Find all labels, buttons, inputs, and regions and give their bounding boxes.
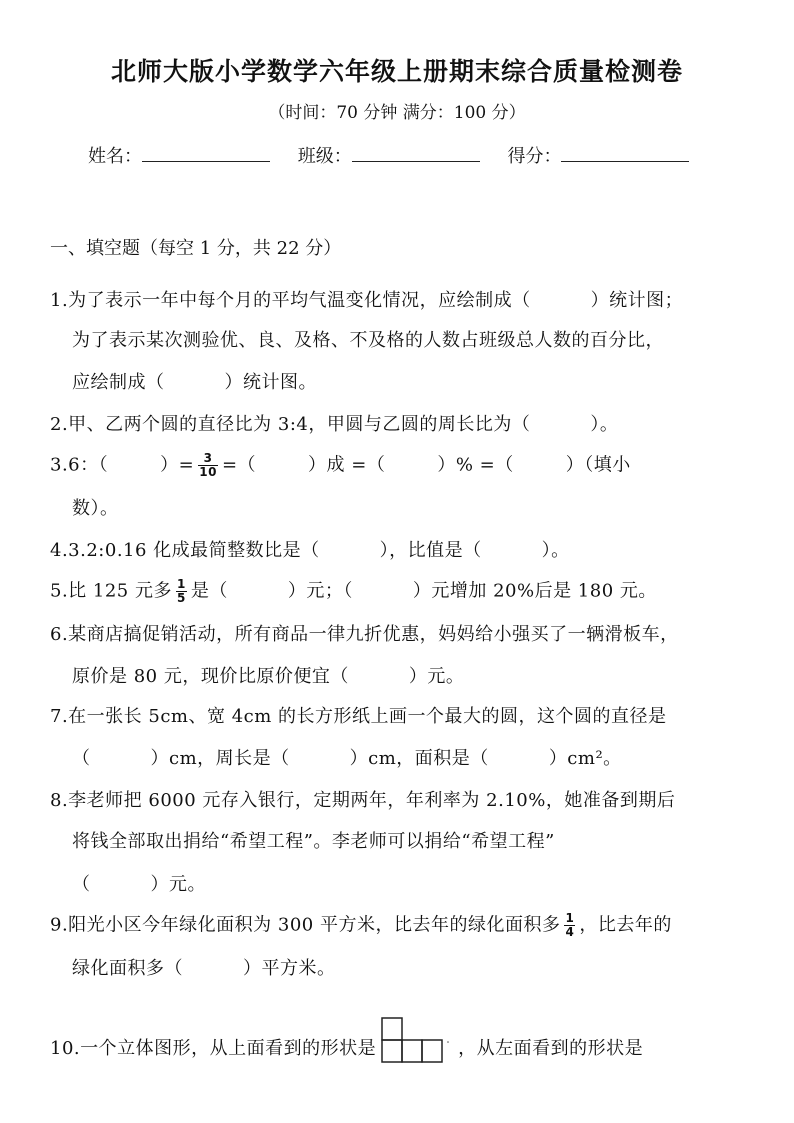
question-8-line-3 xyxy=(50,872,772,898)
fraction-1-5 xyxy=(176,578,187,605)
fraction-denominator: 5 xyxy=(176,591,186,605)
exam-time-score: （时间：70 分钟 满分：100 分） xyxy=(268,103,526,123)
text: ）元。 xyxy=(408,666,465,687)
fraction-3-10 xyxy=(198,452,218,479)
fraction-numerator: 3 xyxy=(198,452,218,466)
fraction-numerator: 1 xyxy=(565,911,575,925)
question-1-line-3 xyxy=(50,370,772,396)
question-4 xyxy=(50,538,750,564)
top-square xyxy=(382,1018,402,1040)
bottom-square-2 xyxy=(402,1040,422,1062)
section-fill-in-title: 一、填空题（每空 1 分，共 22 分） xyxy=(50,238,342,259)
text: （ xyxy=(72,748,91,769)
question-1-line-2: 为了表示某次测验优、良、及格、不及格的人数占班级总人数的百分比， xyxy=(72,330,664,351)
question-9-line-1 xyxy=(50,912,750,939)
question-7-line-2 xyxy=(50,746,772,772)
class-field[interactable] xyxy=(298,142,480,168)
text: ）成 =（ xyxy=(308,454,386,476)
question-3-line-2: 数）。 xyxy=(72,498,119,519)
text: ）统计图； xyxy=(590,290,684,311)
top-view-figure xyxy=(380,1016,454,1066)
fraction-1-4 xyxy=(564,912,575,939)
question-8-line-1: 8.李老师把 6000 元存入银行，定期两年，年利率为 2.10%，她准备到期后 xyxy=(50,790,676,811)
question-6-line-1: 6.某商店搞促销活动，所有商品一律九折优惠，妈妈给小强买了一辆滑板车， xyxy=(50,624,679,645)
student-info-row xyxy=(88,142,728,168)
question-2 xyxy=(50,412,750,438)
text: ）cm，面积是（ xyxy=(349,748,489,769)
question-6-line-2 xyxy=(50,664,772,690)
text: ）% =（ xyxy=(437,454,514,476)
text: ，从左面看到的形状是 xyxy=(458,1038,644,1059)
text: ，比去年的 xyxy=(579,914,672,936)
text: ）= xyxy=(160,454,195,476)
text: 是（ xyxy=(190,580,228,602)
text: =（ xyxy=(221,454,257,476)
question-10 xyxy=(50,1024,750,1074)
text: ）元；（ xyxy=(287,580,353,602)
bottom-square-3 xyxy=(422,1040,442,1062)
question-9-line-2 xyxy=(50,956,772,982)
class-blank[interactable] xyxy=(352,147,480,162)
text: 原价是 80 元，现价比原价便宜（ xyxy=(72,666,349,687)
text: 10.一个立体图形，从上面看到的形状是 xyxy=(50,1038,377,1059)
text: ）cm，周长是（ xyxy=(150,748,290,769)
top-view-shape-diagram xyxy=(380,1016,454,1066)
text: ）元。 xyxy=(150,874,206,895)
text: 1.为了表示一年中每个月的平均气温变化情况，应绘制成（ xyxy=(50,290,531,311)
text: 2.甲、乙两个圆的直径比为 3:4，甲圆与乙圆的周长比为（ xyxy=(50,414,531,435)
name-blank[interactable] xyxy=(142,147,270,162)
text: ）。 xyxy=(541,540,570,561)
question-1-line-1 xyxy=(50,288,750,314)
score-label: 得分： xyxy=(507,146,562,167)
name-label: 姓名： xyxy=(88,146,142,167)
fraction-denominator: 10 xyxy=(199,465,217,479)
text: （ xyxy=(72,874,91,895)
text: 应绘制成（ xyxy=(72,372,165,393)
text: ）。 xyxy=(590,414,619,435)
bottom-square-1 xyxy=(382,1040,402,1062)
text: 5.比 125 元多 xyxy=(50,580,172,602)
text: 4.3.2:0.16 化成最简整数比是（ xyxy=(50,540,320,561)
text: ）（填小 xyxy=(565,454,631,476)
text: ）cm²。 xyxy=(548,748,622,769)
question-5 xyxy=(50,578,750,605)
question-8-line-2: 将钱全部取出捐给“希望工程”。李老师可以捐给“希望工程” xyxy=(72,831,555,852)
class-label: 班级： xyxy=(297,146,352,167)
question-3-line-1 xyxy=(50,452,750,479)
fraction-numerator: 1 xyxy=(176,577,186,591)
fraction-denominator: 4 xyxy=(565,925,575,939)
text: 9.阳光小区今年绿化面积为 300 平方米，比去年的绿化面积多 xyxy=(50,914,561,936)
text: ）平方米。 xyxy=(243,958,336,979)
text: 3.6：（ xyxy=(50,454,109,476)
question-7-line-1: 7.在一张长 5cm、宽 4cm 的长方形纸上画一个最大的圆，这个圆的直径是 xyxy=(50,706,667,727)
score-field[interactable] xyxy=(507,142,689,168)
name-field[interactable] xyxy=(88,142,270,168)
text: ）统计图。 xyxy=(224,372,317,393)
text: ），比值是（ xyxy=(379,540,482,561)
text: 绿化面积多（ xyxy=(72,958,183,979)
figure-dot xyxy=(447,1041,449,1043)
score-blank[interactable] xyxy=(561,147,689,162)
text: ）元增加 20%后是 180 元。 xyxy=(412,580,657,602)
page-title: 北师大版小学数学六年级上册期末综合质量检测卷 xyxy=(110,57,683,86)
